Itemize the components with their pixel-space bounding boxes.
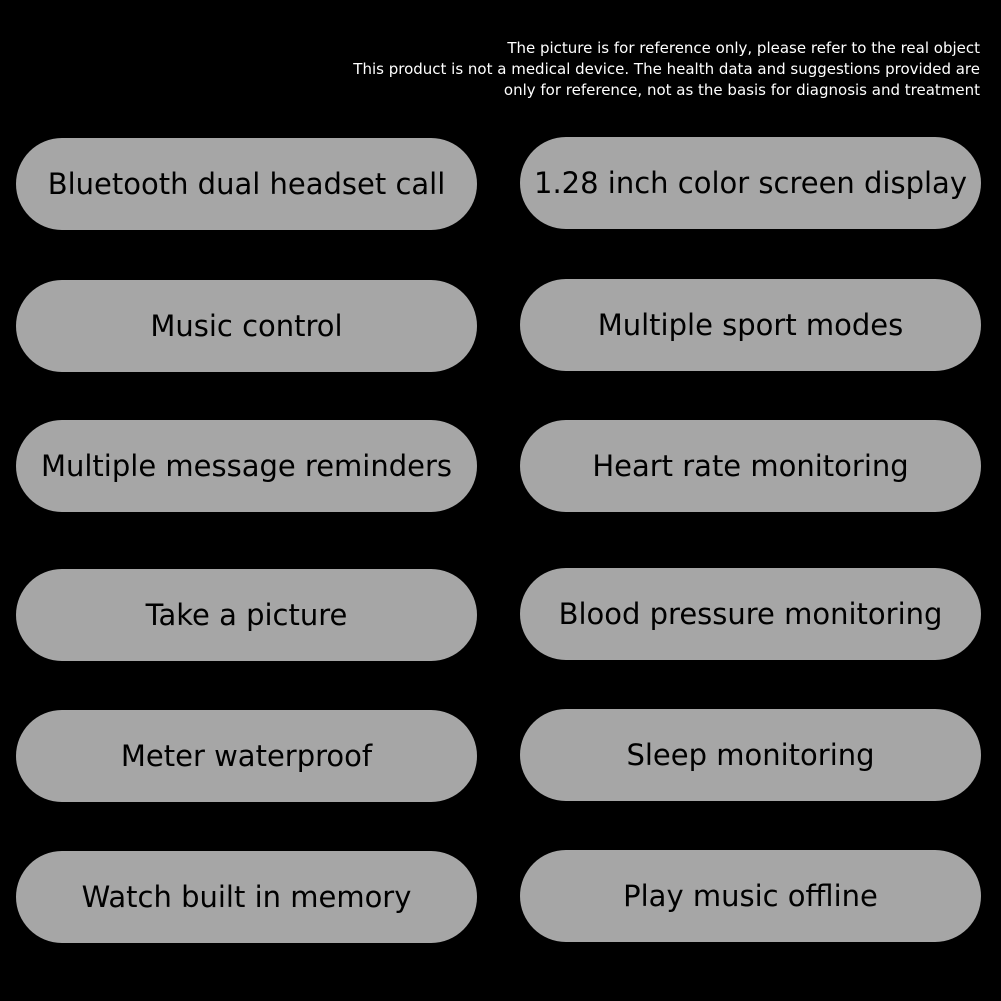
disclaimer-line-3: only for reference, not as the basis for diagnosis and treatment [503, 81, 980, 99]
feature-built-in-memory: Watch built in memory [16, 851, 477, 943]
feature-sport-modes: Multiple sport modes [520, 279, 981, 371]
feature-message-reminders: Multiple message reminders [16, 420, 477, 512]
feature-play-music-offline: Play music offline [520, 850, 981, 942]
feature-bluetooth-call: Bluetooth dual headset call [16, 138, 477, 230]
feature-waterproof: Meter waterproof [16, 710, 477, 802]
feature-blood-pressure: Blood pressure monitoring [520, 568, 981, 660]
disclaimer-line-1: The picture is for reference only, please refer to the real object [507, 39, 980, 57]
disclaimer-line-2: This product is not a medical device. The health data and suggestions provided are [353, 60, 980, 78]
feature-music-control: Music control [16, 280, 477, 372]
feature-sleep-monitoring: Sleep monitoring [520, 709, 981, 801]
disclaimer [280, 38, 980, 101]
feature-color-screen: 1.28 inch color screen display [520, 137, 981, 229]
feature-take-picture: Take a picture [16, 569, 477, 661]
feature-heart-rate: Heart rate monitoring [520, 420, 981, 512]
